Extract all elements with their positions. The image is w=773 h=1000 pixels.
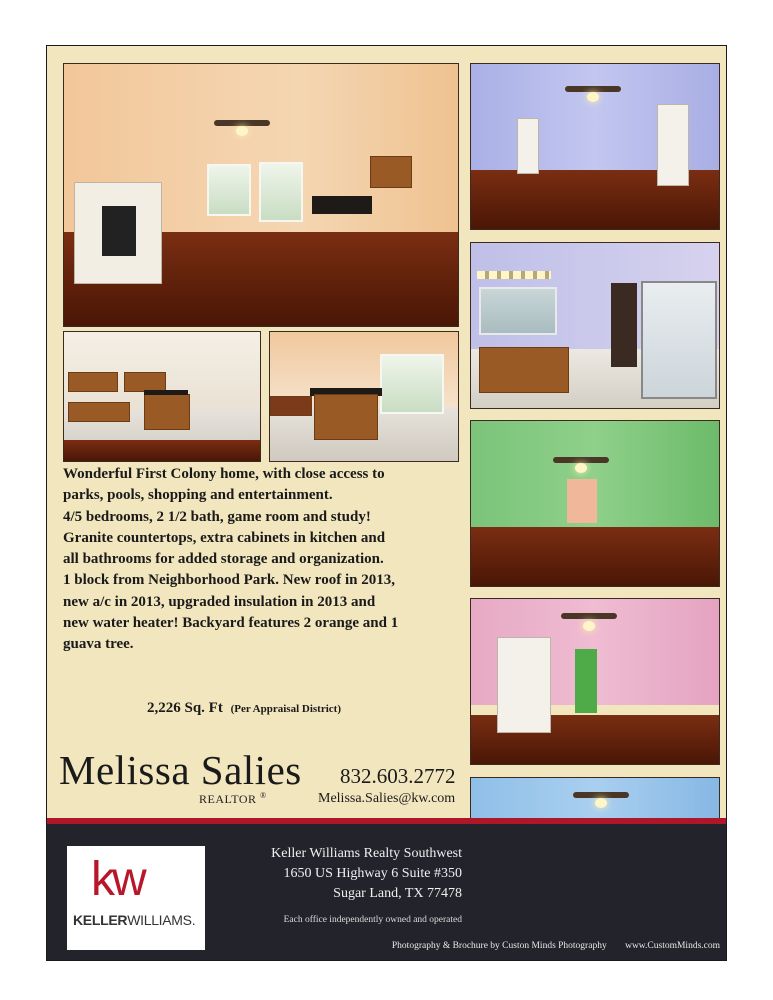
game-room-green-photo xyxy=(470,420,720,587)
description-line: 1 block from Neighborhood Park. New roof in 2013, xyxy=(63,572,395,589)
description-line: Wonderful First Colony home, with close access to xyxy=(63,466,385,482)
photo-credits xyxy=(392,941,720,951)
bedroom-lavender-photo xyxy=(470,63,720,230)
description-line: parks, pools, shopping and entertainment. xyxy=(63,487,333,504)
keller-williams-logo xyxy=(67,846,205,950)
property-description xyxy=(63,464,461,656)
agent-phone: 832.603.2772 xyxy=(340,764,456,788)
kw-logo-word xyxy=(73,912,195,928)
agent-title xyxy=(199,791,267,807)
footer-accent-stripe xyxy=(47,818,726,824)
agent-email[interactable]: Melissa.Salies@kw.com xyxy=(318,791,456,806)
description-line: Granite countertops, extra cabinets in kitchen and xyxy=(63,529,386,546)
living-room-photo xyxy=(63,63,459,327)
kw-logo-word-bold: KELLER xyxy=(73,912,128,928)
kw-logo-mark: kw xyxy=(91,853,144,906)
description-line: guava tree. xyxy=(63,636,134,653)
square-footage xyxy=(147,700,341,717)
flyer xyxy=(46,45,727,961)
description-line: 4/5 bedrooms, 2 1/2 bath, game room and study! xyxy=(63,508,371,525)
footer-band xyxy=(47,818,726,960)
sqft-note: (Per Appraisal District) xyxy=(230,703,341,715)
credits-website[interactable]: www.CustomMinds.com xyxy=(625,941,720,951)
description-line: new a/c in 2013, upgraded insulation in 2013 and xyxy=(63,593,376,610)
kitchen-photo-1 xyxy=(63,331,261,462)
office-name: Keller Williams Realty Southwest xyxy=(271,846,462,861)
kitchen-photo-2 xyxy=(269,331,459,462)
kw-logo-word-rest: WILLIAMS. xyxy=(127,912,196,928)
office-address-line-1: 1650 US Highway 6 Suite #350 xyxy=(283,866,462,881)
bedroom-pink-photo xyxy=(470,598,720,765)
agent-title-text: REALTOR xyxy=(199,792,257,806)
office-address-line-2: Sugar Land, TX 77478 xyxy=(333,886,462,901)
description-line: all bathrooms for added storage and organization. xyxy=(63,551,384,568)
sqft-value: 2,226 Sq. Ft xyxy=(147,700,223,716)
agent-name: Melissa Salies xyxy=(59,747,302,793)
bathroom-photo xyxy=(470,242,720,409)
photography-credit: Photography & Brochure by Custon Minds Photography xyxy=(391,941,607,951)
registered-mark: ® xyxy=(260,791,267,800)
office-disclaimer: Each office independently owned and operated xyxy=(283,915,462,925)
description-line: new water heater! Backyard features 2 orange and 1 xyxy=(63,615,399,632)
